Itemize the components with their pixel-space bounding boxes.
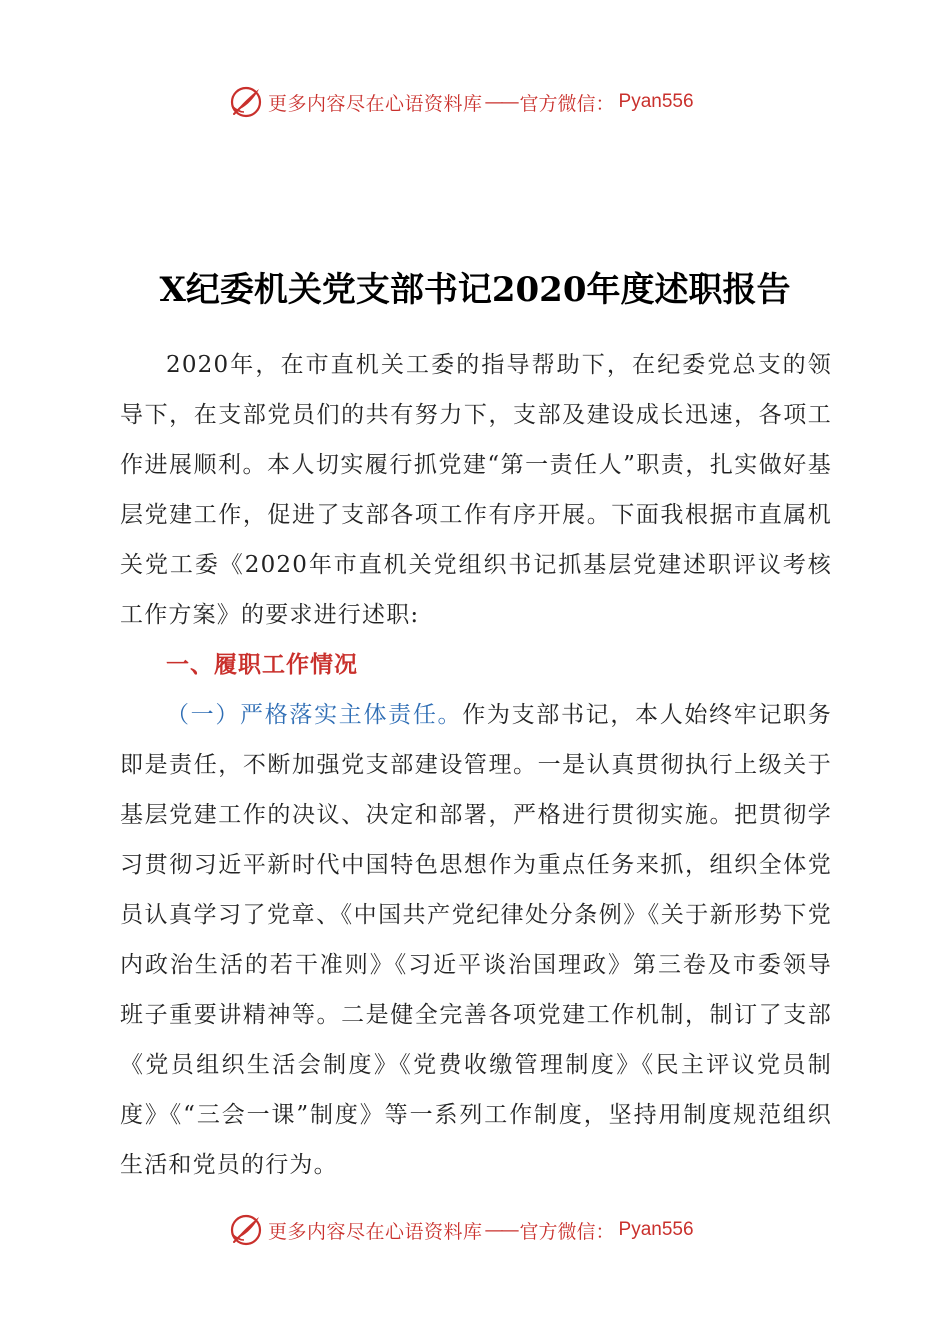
- quill-pen-logo-icon: [228, 84, 264, 120]
- intro-paragraph: 2020年，在市直机关工委的指导帮助下，在纪委党总支的领导下，在支部党员们的共有努力下，支部及建设成长迅速，各项工作进展顺利。本人切实履行抓党建“第一责任人”职责，扎实做好基层党建工作，促进了支部各项工作有序开展。下面我根据市直属机关党工委《2020年市直机关党组织书记抓基层党建述职评议考核工作方案》的要求进行述职:: [120, 352, 832, 628]
- subsection-paragraph: [120, 690, 832, 1190]
- header-watermark-banner: [228, 82, 694, 122]
- document-body: [120, 340, 832, 1190]
- banner-wechat-label: 官方微信：: [519, 92, 615, 115]
- banner-wechat-id: Pyan556: [618, 1219, 694, 1240]
- banner-dash: ——: [484, 91, 517, 113]
- quill-pen-logo-icon: [228, 1212, 264, 1248]
- banner-text: 更多内容尽在心语资料库: [268, 1220, 483, 1243]
- document-title: X纪委机关党支部书记2020年度述职报告: [159, 270, 791, 310]
- banner-wechat-id: Pyan556: [618, 91, 694, 112]
- banner-text: 更多内容尽在心语资料库: [268, 92, 483, 115]
- banner-wechat-label: 官方微信：: [519, 1220, 615, 1243]
- footer-watermark-banner: [228, 1210, 694, 1250]
- subsection-body: 作为支部书记，本人始终牢记职务即是责任，不断加强党支部建设管理。一是认真贯彻执行上级关于基层党建工作的决议、决定和部署，严格进行贯彻实施。把贯彻学习贯彻习近平新时代中国特色思想作为重点任务来抓，组织全体党员认真学习了党章、《中国共产党纪律处分条例》《关于新形势下党内政治生活的若干准则》《习近平谈治国理政》第三卷及市委领导班子重要讲精神等。二是健全完善各项党建工作机制，制订了支部《党员组织生活会制度》《党费收缴管理制度》《民主评议党员制度》《“三会一课”制度》等一系列工作制度，坚持用制度规范组织生活和党员的行为。: [120, 702, 832, 1178]
- banner-dash: ——: [484, 1219, 517, 1241]
- section-heading: 一、履职工作情况: [166, 652, 358, 678]
- subsection-title: （一）严格落实主体责任。: [166, 702, 463, 728]
